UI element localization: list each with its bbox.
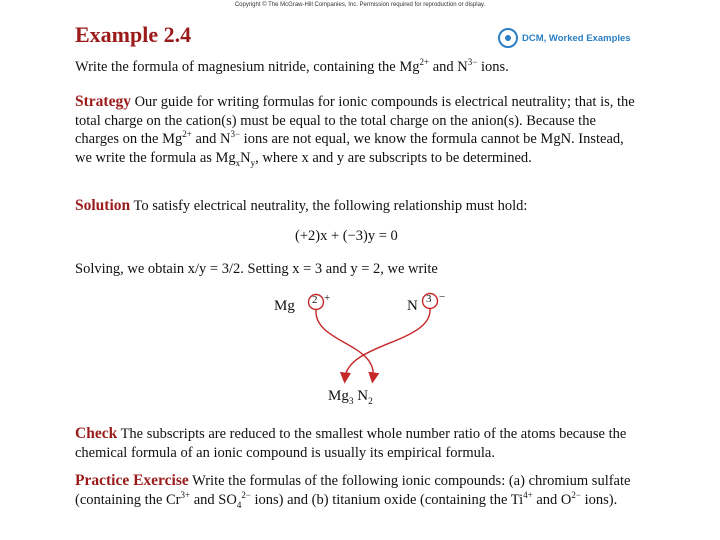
neutrality-equation: (+2)x + (−3)y = 0	[295, 228, 398, 244]
mg-charge-number: 2	[312, 294, 318, 306]
practice-label: Practice Exercise	[75, 472, 189, 489]
problem-statement: Write the formula of magnesium nitride, containing the $Mg^{2+}$ and $N^{3-}$ ions.	[75, 57, 509, 75]
n-to-mg-arrow	[345, 309, 430, 378]
worked-examples-badge[interactable]	[498, 28, 631, 48]
example-title: Example 2.4	[75, 22, 192, 47]
copyright-notice: Copyright © The McGraw-Hill Companies, Inc. Permission required for reproduction or display.	[234, 2, 486, 8]
charge-crossover-diagram	[270, 288, 460, 417]
mg-charge-sign: +	[324, 292, 331, 304]
check-label: Check	[75, 425, 118, 442]
strategy-paragraph: Strategy Our guide for writing formulas for ionic compounds is electrical neutrality; that is, the total charge on the cation(s) must be equal to the total charge on the anion(s). Because the charges on the $Mg^{2+}$ and $N^{3-}$ ions are not equal, we know the formula cannot be MgN. Instead, we write the formula as $Mg_xN_y$, where x and y are subscripts to be determined.	[75, 93, 635, 168]
mg-ion-label: Mg	[274, 298, 295, 314]
solution-paragraph: Solution To satisfy electrical neutrality, the following relationship must hold:	[75, 197, 528, 214]
badge-label: DCM, Worked Examples	[522, 32, 631, 44]
cd-disc-icon	[498, 28, 518, 48]
solution-label: Solution	[75, 197, 131, 214]
n-charge-number: 3	[426, 293, 432, 305]
check-paragraph: Check The subscripts are reduced to the smallest whole number ratio of the atoms because the chemical formula of an ionic compound is usually its empirical formula.	[75, 425, 627, 461]
solving-text: Solving, we obtain x/y = 3/2. Setting x = 3 and y = 2, we write	[75, 261, 438, 277]
result-formula: $Mg_3$ $N_2$	[328, 388, 373, 407]
practice-exercise-paragraph: Practice Exercise Write the formulas of the following ionic compounds: (a) chromium sulfate (containing the $Cr^{3+}$ and $SO_4^{2-}$ ions) and (b) titanium oxide (containing the $Ti^{4+}$ and $O^{2-}$ ions).	[75, 472, 631, 510]
mg-to-n-arrow	[316, 310, 373, 378]
strategy-label: Strategy	[75, 93, 131, 110]
n-charge-sign: −	[439, 291, 446, 303]
n-ion-label: N	[407, 298, 418, 314]
